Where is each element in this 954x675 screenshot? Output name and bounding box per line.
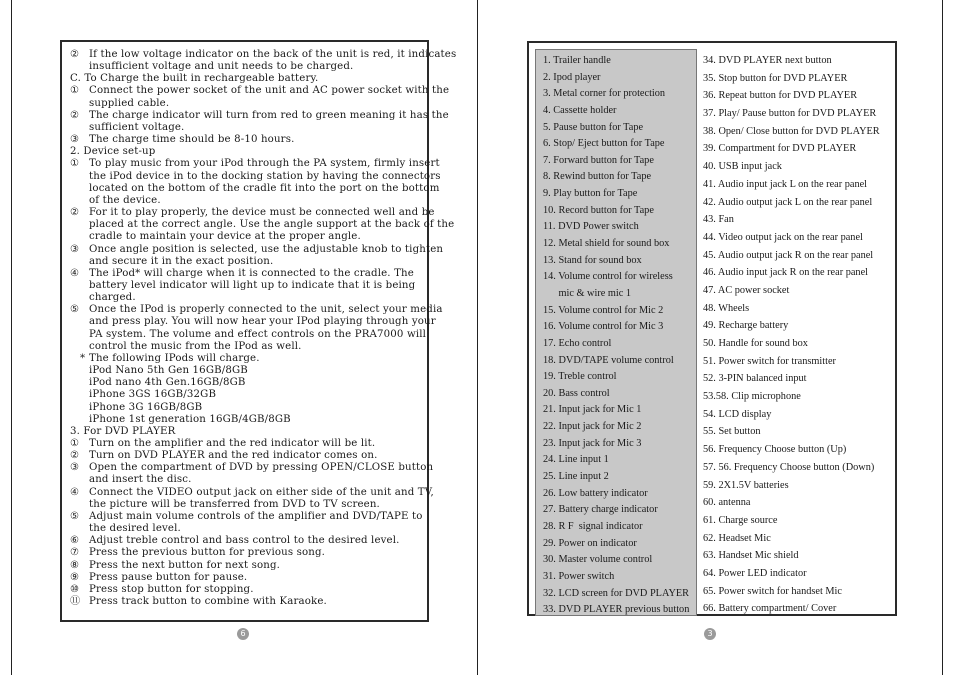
instruction-line (70, 584, 421, 596)
instruction-text: located on the bottom of the cradle fit into the port on the bottom (89, 182, 440, 194)
instruction-line (70, 195, 421, 207)
parts-list-item: 19. Treble control (543, 371, 617, 383)
instruction-text: The charge indicator will turn from red to green meaning it has the (89, 109, 449, 121)
parts-list-item: 37. Play/ Pause button for DVD PLAYER (703, 108, 877, 120)
parts-list-item: 6. Stop/ Eject button for Tape (543, 138, 665, 150)
step-number: ⑪ (70, 596, 81, 608)
instruction-text: Press stop button for stopping. (89, 583, 254, 595)
instruction-text: Press pause button for pause. (89, 571, 248, 583)
parts-list-item: 9. Play button for Tape (543, 188, 638, 200)
instruction-line (70, 304, 443, 316)
parts-list-item: 12. Metal shield for sound box (543, 238, 670, 250)
instruction-line (70, 146, 421, 158)
instruction-line (70, 49, 457, 61)
instruction-text: PA system. The volume and effect controls on the PRA7000 will (89, 328, 427, 340)
instruction-text: If the low voltage indicator on the back of the unit is red, it indicates (89, 49, 457, 60)
instruction-text: The charge time should be 8-10 hours. (89, 134, 295, 146)
instruction-line (70, 438, 421, 450)
parts-list-item: 38. Open/ Close button for DVD PLAYER (703, 125, 880, 137)
instruction-text: For it to play properly, the device must be connected well and be (89, 207, 435, 219)
instruction-text: Turn on DVD PLAYER and the red indicator comes on. (89, 450, 378, 462)
parts-list-item: 23. Input jack for Mic 3 (543, 437, 642, 449)
right-page-number: 3 (704, 628, 716, 640)
instruction-text: and secure it in the exact position. (89, 255, 274, 267)
page-gutter-line (477, 0, 478, 675)
parts-list-item: 17. Echo control (543, 337, 612, 349)
parts-list-item: 36. Repeat button for DVD PLAYER (703, 90, 858, 102)
instruction-line (70, 511, 421, 523)
parts-list-item: 26. Low battery indicator (543, 487, 648, 499)
instruction-line (70, 523, 421, 535)
instruction-text: Adjust main volume controls of the amplifier and DVD/TAPE to (89, 510, 423, 522)
left-page-number: 6 (237, 628, 249, 640)
instruction-text: iPod Nano 5th Gen 16GB/8GB (89, 365, 248, 377)
parts-list-item: 21. Input jack for Mic 1 (543, 404, 642, 416)
instruction-line (70, 109, 449, 122)
instruction-line (70, 402, 421, 414)
instruction-line (70, 341, 421, 353)
parts-list-item: 10. Record button for Tape (543, 204, 654, 216)
instruction-text: sufficient voltage. (89, 121, 185, 133)
instruction-text: iPod nano 4th Gen.16GB/8GB (89, 377, 246, 389)
parts-list-item: 57. 56. Frequency Choose button (Down) (703, 461, 875, 473)
instruction-line (70, 499, 421, 511)
step-number: ⑨ (70, 571, 80, 583)
asterisk-mark: * (80, 352, 86, 364)
parts-list-column-1 (543, 53, 689, 619)
instruction-text: of the device. (89, 194, 161, 206)
parts-list-item: 44. Video output jack on the rear panel (703, 231, 863, 243)
parts-list-item: 55. Set button (703, 426, 761, 438)
parts-list-item: 66. Battery compartment/ Cover (703, 603, 837, 615)
instruction-line (70, 134, 421, 146)
parts-list-item: 30. Master volume control (543, 554, 653, 566)
instruction-text: Connect the VIDEO output jack on either side of the unit and TV, (89, 486, 434, 498)
parts-list-item: 56. Frequency Choose button (Up) (703, 444, 847, 456)
step-number: ② (70, 109, 80, 121)
instruction-line (70, 596, 421, 608)
parts-list-item: 41. Audio input jack L on the rear panel (703, 178, 868, 190)
parts-list-item: 15. Volume control for Mic 2 (543, 304, 664, 316)
step-number: ② (70, 450, 80, 462)
parts-list-item: 34. DVD PLAYER next button (703, 55, 832, 66)
parts-list-item: 62. Headset Mic (703, 532, 771, 544)
instruction-line (70, 377, 421, 389)
instruction-text: control the music from the IPod as well. (89, 340, 302, 352)
step-number: ⑤ (70, 510, 80, 522)
instruction-line (70, 486, 434, 499)
right-page-edge (942, 0, 943, 675)
instruction-line (70, 256, 421, 268)
step-number: ② (70, 207, 80, 219)
parts-list-item: 48. Wheels (703, 302, 750, 314)
step-number: ⑧ (70, 559, 80, 571)
parts-list-item: 39. Compartment for DVD PLAYER (703, 143, 857, 155)
instruction-text: insufficient voltage and unit needs to be charged. (89, 61, 354, 73)
parts-list-item: 11. DVD Power switch (543, 221, 639, 233)
instruction-line (70, 547, 421, 559)
instruction-line (70, 219, 455, 231)
instruction-text: Once angle position is selected, use the adjustable knob to tighten (89, 243, 444, 255)
instruction-line (70, 560, 421, 572)
instruction-line (70, 170, 441, 183)
instruction-text: placed at the correct angle. Use the angle support at the back of the (89, 219, 455, 231)
parts-list-item: 2. Ipod player (543, 71, 601, 83)
parts-list-item: 64. Power LED indicator (703, 567, 807, 579)
parts-list-item: 45. Audio output jack R on the rear panel (703, 249, 874, 261)
instruction-text: Connect the power socket of the unit and AC power socket with the (89, 85, 450, 97)
instruction-text: and press play. You will now hear your IPod playing through your (89, 316, 436, 328)
parts-list-item: 25. Line input 2 (543, 471, 609, 483)
parts-list-item: 51. Power switch for transmitter (703, 355, 836, 367)
parts-list-item: 46. Audio input jack R on the rear panel (703, 267, 868, 279)
instruction-line (70, 207, 435, 219)
instruction-line (70, 268, 421, 280)
instruction-text: C. To Charge the built in rechargeable battery. (70, 73, 319, 85)
instruction-line (70, 280, 421, 292)
parts-list-item: 65. Power switch for handset Mic (703, 585, 842, 597)
instruction-line (70, 243, 444, 256)
step-number: ① (70, 85, 80, 97)
parts-list-item: 61. Charge source (703, 514, 778, 526)
parts-list-item: 49. Recharge battery (703, 320, 789, 332)
instruction-text: iPhone 1st generation 16GB/4GB/8GB (89, 413, 291, 425)
parts-list-item: 40. USB input jack (703, 161, 782, 173)
parts-list-item: 7. Forward button for Tape (543, 154, 654, 166)
instruction-line (70, 414, 421, 426)
parts-list-item: 27. Battery charge indicator (543, 504, 658, 516)
step-number: ⑥ (70, 535, 80, 547)
step-number: ④ (70, 486, 80, 498)
instruction-text: charged. (89, 292, 136, 304)
parts-list-item: 54. LCD display (703, 408, 772, 420)
step-number: ① (70, 438, 80, 449)
step-number: ⑩ (70, 583, 80, 595)
instruction-text: and insert the disc. (89, 474, 192, 486)
instruction-text: Press the previous button for previous song. (89, 547, 326, 559)
step-number: ⑤ (70, 304, 80, 316)
instruction-line (70, 85, 450, 97)
right-page-parts-list-box (527, 41, 897, 616)
step-number: ⑦ (70, 547, 80, 559)
parts-list-item: 5. Pause button for Tape (543, 121, 644, 133)
instruction-line (70, 353, 421, 365)
instruction-line (70, 365, 421, 377)
parts-list-item: 22. Input jack for Mic 2 (543, 421, 642, 433)
parts-list-item: 3. Metal corner for protection (543, 88, 666, 100)
parts-list-item: 8. Rewind button for Tape (543, 171, 652, 183)
instruction-text: The following IPods will charge. (89, 352, 260, 364)
parts-list-item: 60. antenna (703, 497, 751, 509)
instruction-line (70, 572, 421, 584)
instruction-text: iPhone 3G 16GB/8GB (89, 401, 203, 413)
parts-list-item: 53.58. Clip microphone (703, 391, 801, 403)
parts-list-item: 16. Volume control for Mic 3 (543, 321, 664, 333)
parts-list-item: 59. 2X1.5V batteries (703, 479, 789, 491)
instruction-line (70, 328, 427, 341)
instruction-text: To play music from your iPod through the PA system, firmly insert (89, 158, 440, 170)
parts-list-item: 20. Bass control (543, 387, 610, 399)
instruction-line (70, 122, 421, 134)
step-number: ① (70, 158, 80, 170)
instruction-text: supplied cable. (89, 97, 170, 109)
instruction-line (70, 474, 421, 486)
parts-list-item: 4. Cassette holder (543, 104, 617, 116)
instruction-line (70, 158, 440, 170)
left-page-text-box (60, 40, 457, 622)
instruction-line (70, 61, 421, 73)
instruction-text: Turn on the amplifier and the red indicator will be lit. (89, 438, 376, 449)
instruction-line (70, 292, 421, 304)
instruction-text: iPhone 3GS 16GB/32GB (89, 389, 217, 401)
instruction-text: The iPod* will charge when it is connected to the cradle. The (89, 267, 414, 279)
instruction-line (70, 535, 421, 547)
instruction-text: the iPod device in to the docking station by having the connectors (89, 170, 441, 182)
parts-list-item: 35. Stop button for DVD PLAYER (703, 72, 848, 84)
instruction-line (70, 462, 434, 474)
step-number: ③ (70, 134, 80, 146)
instruction-text: cradle to maintain your device at the proper angle. (89, 231, 361, 243)
parts-list-item: 13. Stand for sound box (543, 254, 642, 266)
parts-list-item: 1. Trailer handle (543, 55, 611, 66)
parts-list-item: 43. Fan (703, 214, 734, 226)
instruction-line (70, 389, 421, 401)
instruction-line (70, 316, 436, 328)
parts-list-item: 52. 3-PIN balanced input (703, 373, 807, 385)
parts-list-item: 24. Line input 1 (543, 454, 609, 466)
instruction-line (70, 182, 440, 195)
parts-list-item: 32. LCD screen for DVD PLAYER (543, 587, 690, 599)
instruction-text: the picture will be transferred from DVD to TV screen. (89, 498, 380, 510)
parts-list-column-2 (703, 52, 880, 618)
parts-list-item: mic & wire mic 1 (543, 287, 632, 299)
instruction-line (70, 426, 421, 438)
parts-list-item: 31. Power switch (543, 570, 615, 582)
parts-list-item: 14. Volume control for wireless (543, 271, 673, 283)
instruction-line (70, 73, 421, 85)
step-number: ③ (70, 462, 80, 474)
instruction-text: the desired level. (89, 523, 181, 535)
instruction-text: battery level indicator will light up to indicate that it is being (89, 279, 416, 291)
instruction-text: Open the compartment of DVD by pressing OPEN/CLOSE button (89, 462, 434, 474)
step-number: ③ (70, 243, 80, 255)
parts-list-item: 47. AC power socket (703, 284, 790, 296)
instruction-line (70, 98, 421, 110)
instruction-text: Press track button to combine with Karaoke. (89, 596, 327, 608)
parts-list-item: 42. Audio output jack L on the rear panel (703, 196, 873, 208)
instruction-line (70, 450, 421, 462)
parts-list-item: 33. DVD PLAYER previous button (543, 604, 690, 616)
instruction-text: Adjust treble control and bass control to the desired level. (89, 535, 400, 547)
instruction-text: Press the next button for next song. (89, 559, 281, 571)
parts-list-item: 18. DVD/TAPE volume control (543, 354, 674, 366)
instruction-text: 2. Device set-up (70, 146, 156, 158)
parts-list-item: 50. Handle for sound box (703, 338, 808, 349)
parts-list-item: 63. Handset Mic shield (703, 550, 799, 562)
step-number: ② (70, 49, 80, 60)
instruction-text: 3. For DVD PLAYER (70, 425, 176, 437)
instruction-line (70, 231, 421, 243)
step-number: ④ (70, 267, 80, 279)
instruction-text: Once the IPod is properly connected to the unit, select your media (89, 304, 443, 316)
parts-list-item: 28. R F signal indicator (543, 520, 643, 532)
parts-list-item: 29. Power on indicator (543, 537, 637, 549)
left-page-edge (11, 0, 12, 675)
